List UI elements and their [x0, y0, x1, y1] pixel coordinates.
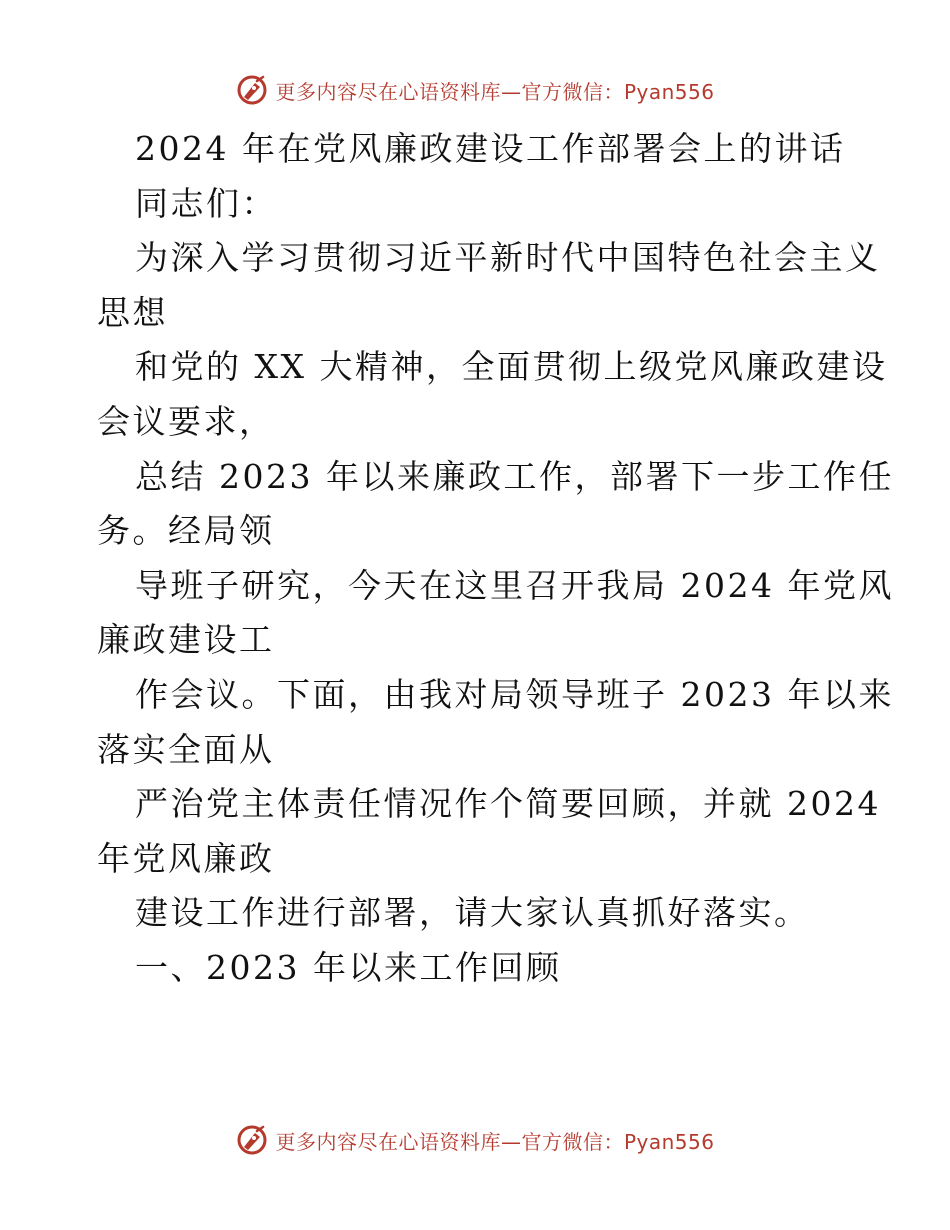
watermark-header — [0, 70, 950, 110]
paragraph-line: 为深入学习贯彻习近平新时代中国特色社会主义 — [135, 238, 881, 278]
paragraph-line: 和党的 XX 大精神，全面贯彻上级党风廉政建设 — [135, 347, 888, 387]
document-body — [97, 122, 894, 996]
paragraph-line: 总结 2023 年以来廉政工作，部署下一步工作任 — [135, 456, 894, 496]
paragraph-line: 严治党主体责任情况作个简要回顾，并就 2024 — [135, 784, 881, 824]
paragraph-line: 作会议。下面，由我对局领导班子 2023 年以来 — [135, 674, 894, 714]
section-heading: 一、2023 年以来工作回顾 — [135, 947, 562, 987]
watermark-footer — [0, 1120, 950, 1160]
pen-nib-circle-icon — [235, 73, 269, 107]
document-title: 2024 年在党风廉政建设工作部署会上的讲话 — [135, 129, 846, 168]
paragraph-line: 年党风廉政 — [97, 838, 275, 878]
watermark-text: 更多内容尽在心语资料库—官方微信：Pyan556 — [275, 79, 715, 104]
paragraph-line: 廉政建设工 — [97, 620, 275, 660]
salutation: 同志们： — [135, 183, 277, 223]
watermark-text: 更多内容尽在心语资料库—官方微信：Pyan556 — [275, 1129, 715, 1154]
paragraph-line: 建设工作进行部署，请大家认真抓好落实。 — [135, 893, 810, 933]
pen-nib-circle-icon — [235, 1123, 269, 1157]
paragraph-line: 导班子研究，今天在这里召开我局 2024 年党风 — [135, 565, 894, 605]
paragraph-line: 务。经局领 — [97, 511, 275, 551]
paragraph-line: 思想 — [97, 292, 168, 332]
paragraph-line: 落实全面从 — [97, 729, 275, 769]
paragraph-line: 会议要求， — [97, 401, 275, 441]
